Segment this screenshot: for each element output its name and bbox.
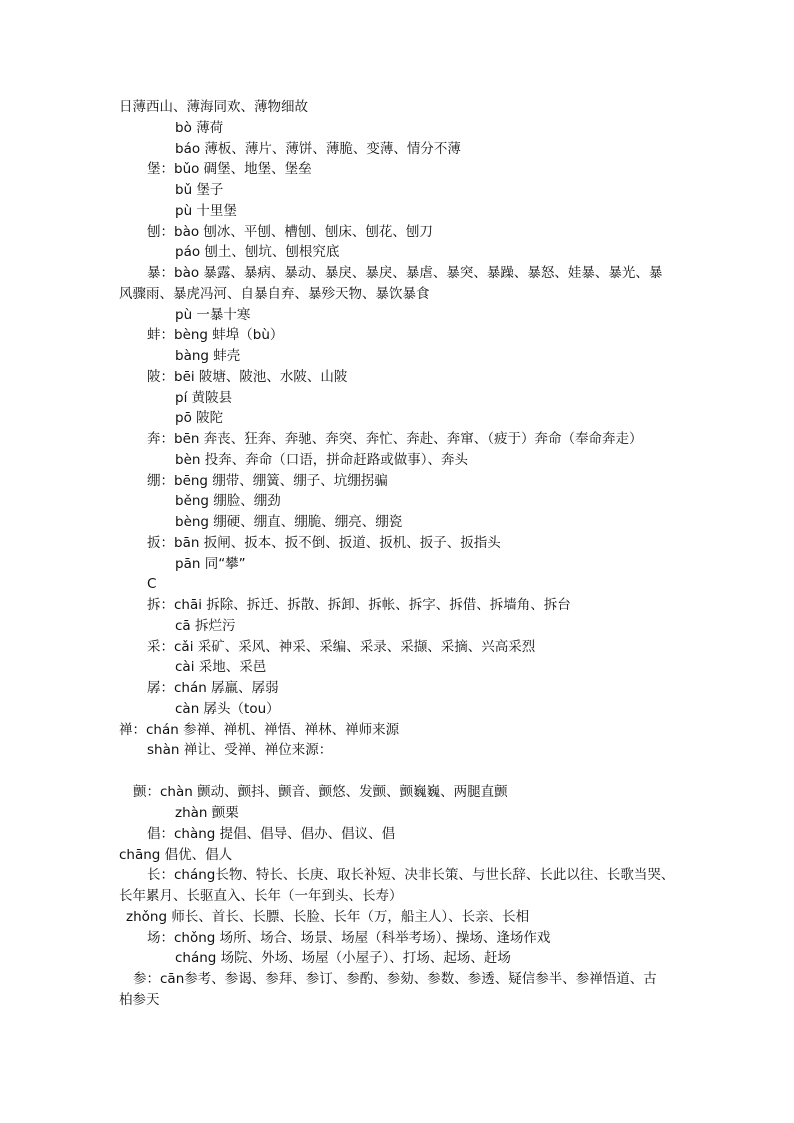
text-line: 禅：chán 参禅、禅机、禅悟、禅林、禅师来源 <box>119 722 400 738</box>
text-line: 拆：chāi 拆除、拆迁、拆散、拆卸、拆帐、拆字、拆借、拆墙角、拆台 <box>147 597 571 613</box>
text-line: cā 拆烂污 <box>175 618 236 634</box>
text-line: zhǒng 师长、首长、长膘、长脸、长年（万，船主人）、长亲、长相 <box>126 909 530 925</box>
text-line: pù 一暴十寒 <box>175 307 251 323</box>
text-line: 倡：chàng 提倡、倡导、倡办、倡议、倡 <box>147 826 396 842</box>
text-line: páo 刨土、刨坑、刨根究底 <box>175 244 340 260</box>
text-line: 孱：chán 孱羸、孱弱 <box>147 680 279 696</box>
section-heading: C <box>147 576 157 592</box>
text-line: 蚌：bèng 蚌埠（bù） <box>147 327 284 343</box>
text-line: 日薄西山、薄海同欢、薄物细故 <box>119 99 308 115</box>
text-line: chāng 倡优、倡人 <box>119 847 233 863</box>
text-line: bàng 蚌壳 <box>175 348 241 364</box>
text-line: 场：chǒng 场所、场合、场景、场屋（科举考场）、操场、逢场作戏 <box>147 930 551 946</box>
text-line: bèn 投奔、奔命（口语，拼命赶路或做事）、奔头 <box>175 452 468 468</box>
text-line: càn 孱头（tou） <box>175 701 280 717</box>
text-line: 暴：bào 暴露、暴病、暴动、暴戾、暴戾、暴虐、暴突、暴躁、暴怒、娃暴、暴光、暴 <box>147 265 663 281</box>
text-line: 扳：bān 扳闸、扳本、扳不倒、扳道、扳机、扳子、扳指头 <box>147 535 501 551</box>
text-line: pō 陂陀 <box>175 410 224 426</box>
text-line: shàn 禅让、受禅、禅位来源： <box>147 742 333 758</box>
text-line: 风骤雨、暴虎冯河、自暴自弃、暴殄天物、暴饮暴食 <box>119 286 430 302</box>
text-line: 陂：bēi 陂塘、陂池、水陂、山陂 <box>147 369 348 385</box>
text-line: cháng 场院、外场、场屋（小屋子）、打场、起场、赶场 <box>175 950 511 966</box>
text-line: 柏参天 <box>119 992 160 1008</box>
text-line: bèng 绷硬、绷直、绷脆、绷亮、绷瓷 <box>175 514 403 530</box>
text-line: zhàn 颤栗 <box>175 805 239 821</box>
text-line: 采：cǎi 采矿、采风、神采、采编、采录、采撷、采摘、兴高采烈 <box>147 639 536 655</box>
text-line: pí 黄陂县 <box>175 390 233 406</box>
text-line: 刨：bào 刨冰、平刨、槽刨、刨床、刨花、刨刀 <box>147 224 433 240</box>
text-line: cài 采地、采邑 <box>175 659 267 675</box>
text-line: 颤：chàn 颤动、颤抖、颤音、颤悠、发颤、颤巍巍、两腿直颤 <box>133 784 508 800</box>
text-line: 长：cháng长物、特长、长庚、取长补短、决非长策、与世长辞、长此以往、长歌当哭、 <box>147 867 675 883</box>
text-line: 参：cān参考、参谒、参拜、参订、参酌、参劾、参数、参透、疑信参半、参禅悟道、古 <box>133 971 657 987</box>
text-line: 堡：bǔo 碉堡、地堡、堡垒 <box>147 161 312 177</box>
text-line: 长年累月、长驱直入、长年（一年到头、长寿） <box>119 888 403 904</box>
text-line: 绷：bēng 绷带、绷簧、绷子、坑绷拐骗 <box>147 473 388 489</box>
text-line: báo 薄板、薄片、薄饼、薄脆、变薄、情分不薄 <box>175 141 461 157</box>
text-line: pù 十里堡 <box>175 203 237 219</box>
text-line: bò 薄荷 <box>175 120 224 136</box>
text-line: bǔ 堡子 <box>175 182 224 198</box>
text-line: 奔：bēn 奔丧、狂奔、奔驰、奔突、奔忙、奔赴、奔窜、（疲于）奔命（奉命奔走） <box>147 431 643 447</box>
text-line: pān 同“攀” <box>175 556 246 572</box>
text-line: běng 绷脸、绷劲 <box>175 493 281 509</box>
